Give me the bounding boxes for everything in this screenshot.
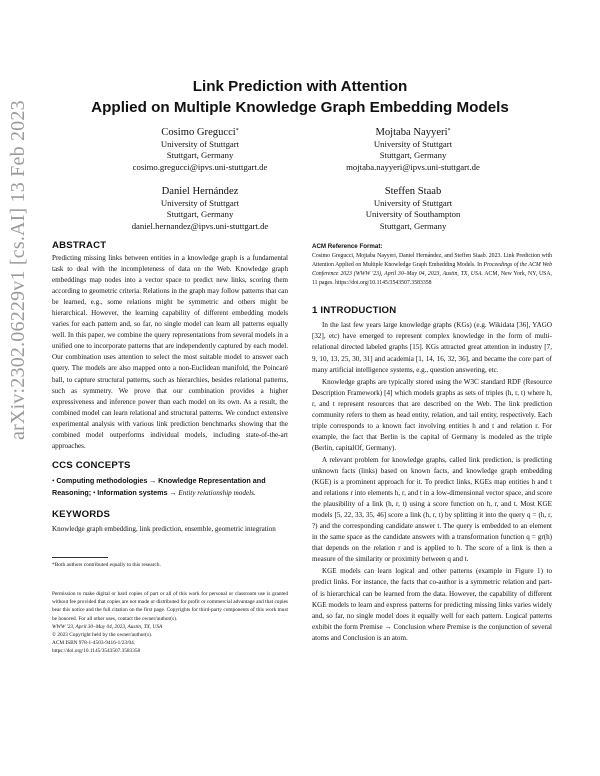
author-block-1	[90, 126, 310, 173]
acm-reference-heading: ACM Reference Format:	[312, 243, 383, 250]
arrow-icon: →	[169, 488, 177, 497]
author-name: Daniel Hernández	[161, 186, 239, 197]
left-column	[52, 240, 288, 655]
abstract-heading: ABSTRACT	[52, 240, 107, 251]
intro-paragraph-2: Knowledge graphs are typically stored using the W3C standard RDF (Resource Description Framework) [4] which models graphs as sets of triples (h, r, t) where h, r, and t represent resources that are described on the Web. The link prediction community refers to them as head entity, relation, and tail entity, respectively. Each triple corresponds to a known fact involving entities h and t and relation r. For example, the fact that Berlin is the capital of Germany is modeled as the triple (Berlin, capitalOf, Germany).	[312, 377, 552, 452]
ccs-term: Information systems	[97, 487, 168, 497]
author-email: cosimo.gregucci@ipvs.uni-stuttgart.de	[132, 161, 268, 172]
intro-paragraph-4: KGE models can learn logical and other patterns (example in Figure 1) to predict links. For instance, the facts that co-author is a symmetric relation and part-of is hierarchical can be learned from the data. However, the capability of different KGE models to learn and express patterns for predicting missing links varies widely and, so far, no single model does it equally well for each pattern. Logical patterns exhibit the form Premise → Conclusion where Premise is the conjunction of several atoms and Conclusion is an atom.	[312, 567, 552, 642]
intro-paragraph-3: A relevant problem for knowledge graphs, called link prediction, is predicting unknown facts (links) based on known facts, and knowledge graph embedding (KGE) is a prominent approach for it. To predict links, KGEs map entities h and t and relations r into elements h, r, and t in a low-dimensional vector space, and score the plausibility of a link (h, r, t) using a score function on h, r, and t. Most KGE models [5, 22, 33, 35, 46] score a link (h, r, t) by splitting it into the query q = (h, r, ?) and the corresponding candidate answer t. The query is embedded to an element in the same space as the candidate answers with a transformation function q = gr(h) that depends on the relation r and is applied to h. The score of a link is then a measure of the similarity or proximity between q and t.	[312, 455, 552, 564]
abstract-text: Predicting missing links between entities in a knowledge graph is a fundamental task to deal with the incompleteness of data on the Web. Knowledge graph embeddings map nodes into a vector space to predict new links, scoring them according to geometric criteria. Relations in the graph may follow patterns that can be learned, e.g., some relations might be symmetric and others might be hierarchical. However, the learning capability of different embedding models varies for each pattern and, so far, no single model can learn all patterns equally well. In this paper, we combine the query representations from several models in a unified one to incorporate patterns that are independently captured by each model. Our combination uses attention to select the most suitable model to answer each query. The models are also mapped onto a non-Euclidean manifold, the Poincaré ball, to capture structural patterns, such as hierarchies, besides relational patterns, such as symmetry. We prove that our combination provides a higher expressiveness and inference power than each model on its own. As a result, the combined model can learn relational and structural patterns. We conduct extensive experimental analysis with various link prediction benchmarks showing that the combined model outperforms individual models, including state-of-the-art approaches.	[52, 254, 288, 450]
title-line-1: Link Prediction with Attention	[192, 78, 408, 95]
equal-contribution-mark: *	[235, 128, 239, 134]
copyright-line: © 2023 Copyright held by the owner/author(s).	[52, 631, 153, 638]
author-affiliation: University of Stuttgart	[373, 139, 453, 149]
ccs-term: Knowledge Representation and Reasoning;	[52, 475, 266, 497]
acm-reference-text: Cosimo Gregucci, Mojtaba Nayyeri, Daniel Hernández, and Steffen Staab. 2023. Link Prediction with Attention Applied on Multiple Knowledge Graph Embedding Models. In Proceedings of the ACM Web Conference 2023 (WWW '23), April 30–May 04, 2023, Austin, TX, USA. ACM, New York, NY, USA, 11 pages. https://doi.org/10.1145/3543507.3583358	[312, 253, 553, 287]
author-location: Stuttgart, Germany	[166, 150, 234, 161]
author-name: Mojtaba Nayyeri*	[375, 127, 451, 138]
ccs-heading: CCS CONCEPTS	[52, 459, 131, 471]
author-name: Cosimo Gregucci*	[161, 127, 239, 138]
author-email: daniel.hernandez@ipvs.uni-stuttgart.de	[131, 220, 269, 231]
equal-contribution-footnote: *Both authors contributed equally to this research.	[52, 561, 161, 568]
permission-text: Permission to make digital or hard copies of part or all of this work for personal or classroom use is granted without fee provided that copies are not made or distributed for profit or commercial advantage and that copies bear this notice and the full citation on the first page. Copyrights for third-party components of this work must be honored. For all other uses, contact the owner/author(s).	[52, 591, 288, 622]
paper-title	[60, 76, 540, 118]
author-name: Steffen Staab	[384, 186, 442, 197]
author-location: Stuttgart, Germany	[379, 220, 447, 231]
arxiv-identifier: arXiv:2302.06229v1 [cs.AI] 13 Feb 2023	[7, 100, 29, 440]
author-affiliation: University of Stuttgart	[160, 139, 240, 149]
keywords-text: Knowledge graph embedding, link prediction, ensemble, geometric integration	[52, 524, 276, 533]
keywords-heading: KEYWORDS	[52, 508, 111, 520]
author-block-2	[303, 126, 523, 173]
title-line-2: Applied on Multiple Knowledge Graph Embedding Models	[91, 99, 509, 116]
doi-link[interactable]: https://doi.org/10.1145/3543507.3583358	[52, 647, 141, 654]
author-affiliation-2: University of Southampton	[365, 209, 461, 220]
ccs-term: Entity relationship models.	[178, 488, 256, 497]
equal-contribution-mark: *	[447, 128, 451, 134]
right-column	[312, 242, 552, 644]
author-email: mojtaba.nayyeri@ipvs.uni-stuttgart.de	[346, 161, 480, 172]
author-affiliation: University of Stuttgart	[373, 198, 453, 208]
introduction-heading: 1 INTRODUCTION	[312, 305, 397, 317]
isbn-line: ACM ISBN 978-1-4503-9416-1/23/04.	[52, 639, 136, 646]
author-location: Stuttgart, Germany	[379, 150, 447, 161]
author-block-4	[303, 185, 523, 232]
author-location: Stuttgart, Germany	[166, 209, 234, 220]
author-affiliation: University of Stuttgart	[160, 198, 240, 208]
author-block-3	[90, 185, 310, 232]
ccs-term: Computing methodologies	[56, 475, 148, 485]
footnote-rule	[52, 557, 108, 558]
venue-line: WWW '23, April 30–May 04, 2023, Austin, TX, USA	[52, 623, 163, 630]
arrow-icon: →	[149, 476, 157, 485]
ccs-concepts: • Computing methodologies → Knowledge Representation and Reasoning; • Information systems → Entity relationship models.	[52, 475, 266, 497]
permission-block	[52, 590, 288, 655]
intro-paragraph-1: In the last few years large knowledge graphs (KGs) (e.g. Wikidata [36], YAGO [32], etc) have emerged to represent complex knowledge in the form of multi-relational directed labeled graphs [15]. KGs attracted great attention in industry [7, 9, 10, 13, 25, 30, 31] and academia [1, 14, 16, 32, 36], and became the core part of many artificial intelligence systems, e.g., question answering, etc.	[312, 321, 552, 374]
